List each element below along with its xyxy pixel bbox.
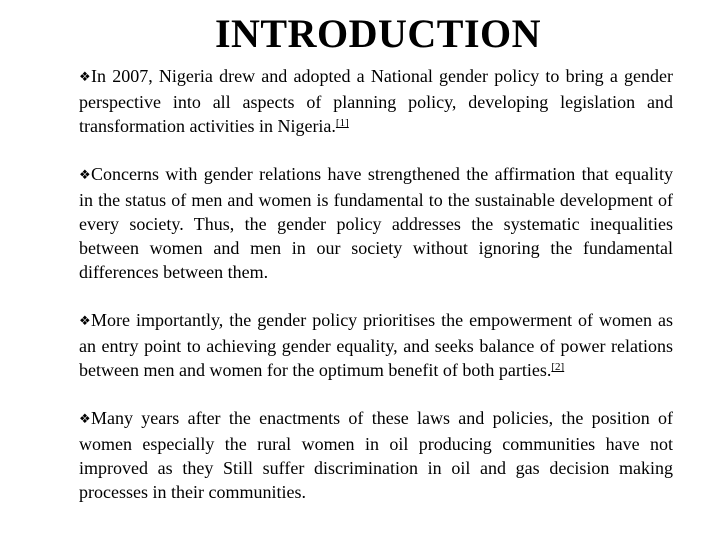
bullet-list [79,64,673,528]
bullet-item [79,64,673,138]
bullet-item [79,308,673,382]
diamond-bullet-icon: ❖ [79,168,91,183]
bullet-text: In 2007, Nigeria drew and adopted a National gender policy to bring a gender perspective into all aspects of planning policy, developing legislation and transformation activities in Nigeria. [79,66,673,136]
diamond-bullet-icon: ❖ [79,70,91,85]
page-title: INTRODUCTION [214,11,542,56]
bullet-text: Many years after the enactments of these laws and policies, the position of women especially the rural women in oil producing communities have not improved as they Still suffer discrimination in oil and gas decision making processes in their communities. [79,408,673,502]
bullet-item [79,162,673,284]
bullet-text: More importantly, the gender policy prioritises the empowerment of women as an entry point to achieving gender equality, and seeks balance of power relations between men and women for the optimum benefit of both parties. [79,310,673,380]
bullet-text: Concerns with gender relations have strengthened the affirmation that equality in the status of men and women is fundamental to the sustainable development of every society. Thus, the gender policy addresses the systematic inequalities between women and men in our society without ignoring the fundamental differences between them. [79,164,673,282]
footnote-ref-link[interactable]: [1] [335,117,349,129]
diamond-bullet-icon: ❖ [79,412,91,427]
diamond-bullet-icon: ❖ [79,314,91,329]
bullet-item [79,406,673,504]
footnote-ref-link[interactable]: [2] [551,361,565,373]
